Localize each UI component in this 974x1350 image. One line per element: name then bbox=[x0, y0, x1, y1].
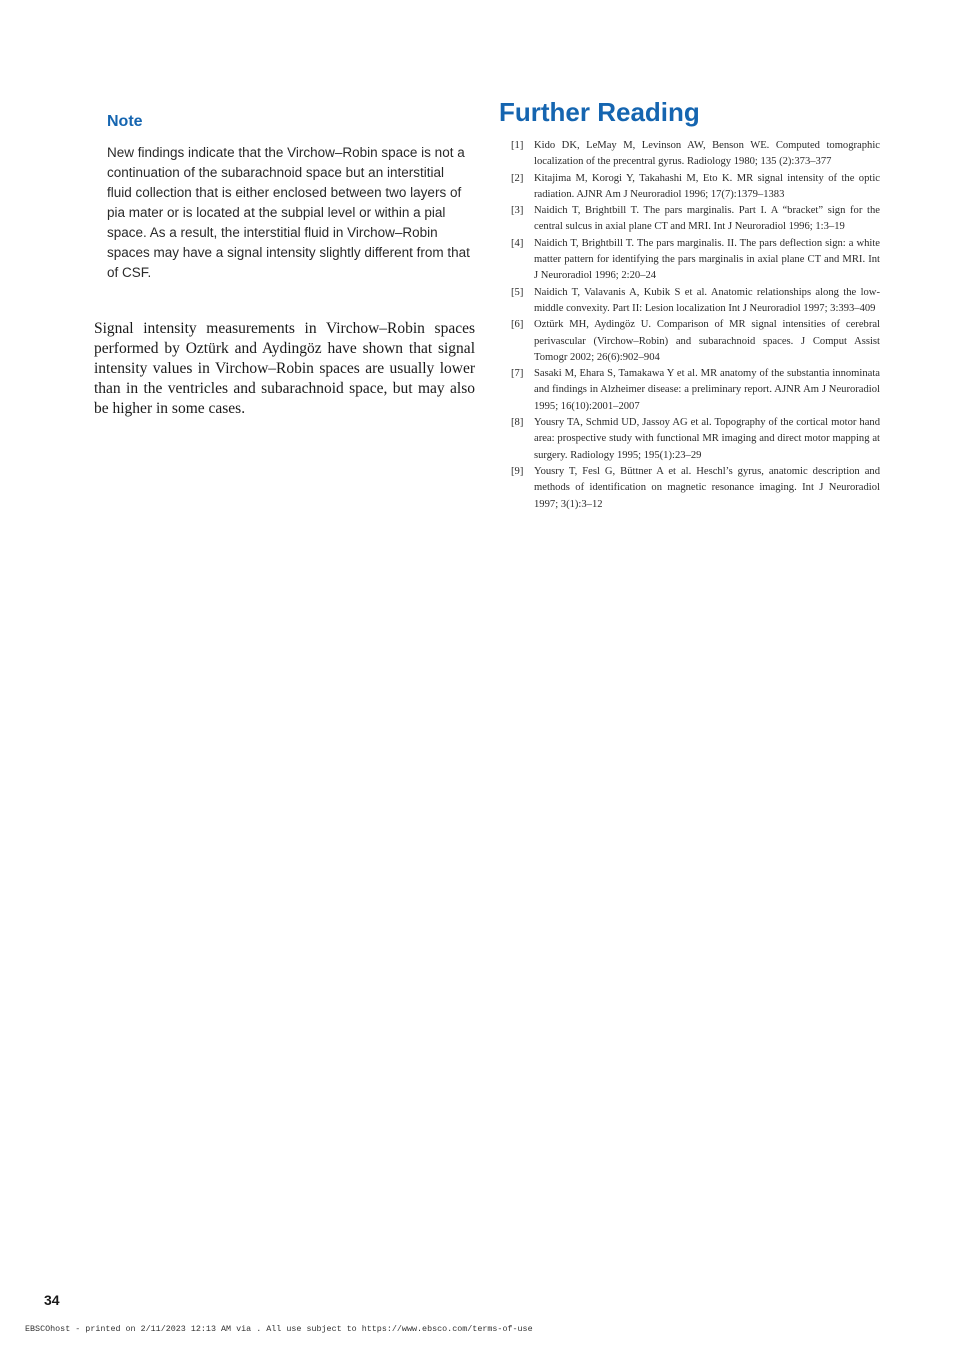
note-box bbox=[107, 112, 472, 283]
reference-text: Naidich T, Brightbill T. The pars marginalis. Part I. A “bracket” sign for the central sulcus in axial plane CT and MRI. Int J Neuroradiol 1996; 1:3–19 bbox=[534, 205, 880, 233]
reference-text: Naidich T, Brightbill T. The pars marginalis. II. The pars deflection sign: a white matter pattern for identifying the pars marginalis in axial plane CT and MRI. Int J Neuroradiol 1996; 2:20–24 bbox=[534, 237, 880, 282]
reference-text: Yousry T, Fesl G, Büttner A et al. Heschl’s gyrus, anatomic description and methods of identification on magnetic resonance imaging. Int J Neuroradiol 1997; 3(1):3–12 bbox=[534, 465, 880, 510]
reference-item bbox=[511, 415, 880, 464]
further-reading-heading: Further Reading bbox=[499, 97, 700, 127]
print-footer: EBSCOhost - printed on 2/11/2023 12:13 AM via . All use subject to https://www.ebsco.com/terms-of-use bbox=[25, 1324, 533, 1334]
reference-number: [9] bbox=[511, 465, 524, 477]
reference-number: [4] bbox=[511, 237, 524, 249]
reference-item bbox=[511, 203, 880, 236]
reference-number: [8] bbox=[511, 417, 524, 429]
reference-number: [6] bbox=[511, 319, 524, 331]
reference-item bbox=[511, 366, 880, 415]
body-paragraph: Signal intensity measurements in Virchow–Robin spaces performed by Oztürk and Aydingöz have shown that signal intensity values in Virchow–Robin spaces are usually lower than in the ventricles and subarachnoid space, but may also be higher in some cases. bbox=[94, 320, 475, 417]
page-number: 34 bbox=[44, 1292, 60, 1308]
reference-item bbox=[511, 317, 880, 366]
reference-number: [2] bbox=[511, 172, 524, 184]
reference-item bbox=[511, 285, 880, 318]
reference-number: [3] bbox=[511, 205, 524, 217]
reference-list bbox=[511, 138, 880, 513]
reference-text: Kitajima M, Korogi Y, Takahashi M, Eto K. MR signal intensity of the optic radiation. AJNR Am J Neuroradiol 1996; 17(7):1379–1383 bbox=[534, 172, 880, 200]
note-text: New findings indicate that the Virchow–Robin space is not a continuation of the subarachnoid space but an interstitial fluid collection that is either enclosed between two layers of pia mater or is located at the subpial level or within a pial space. As a result, the interstitial fluid in Virchow–Robin spaces may have a signal intensity slightly different from that of CSF. bbox=[107, 145, 470, 280]
reference-number: [5] bbox=[511, 286, 524, 298]
reference-text: Oztürk MH, Aydingöz U. Comparison of MR signal intensities of cerebral perivascular (Virchow–Robin) and subarachnoid spaces. J Comput Assist Tomogr 2002; 26(6):902–904 bbox=[534, 319, 880, 363]
reference-text: Sasaki M, Ehara S, Tamakawa Y et al. MR anatomy of the substantia innominata and findings in Alzheimer disease: a preliminary report. AJNR Am J Neuroradiol 1995; 16(10):2001–2007 bbox=[534, 368, 880, 412]
note-title: Note bbox=[107, 113, 143, 130]
reference-item bbox=[511, 464, 880, 513]
reference-text: Kido DK, LeMay M, Levinson AW, Benson WE. Computed tomographic localization of the precentral gyrus. Radiology 1980; 135 (2):373–377 bbox=[534, 140, 880, 168]
reference-number: [7] bbox=[511, 368, 524, 380]
reference-text: Naidich T, Valavanis A, Kubik S et al. Anatomic relationships along the low-middle convexity. Part II: Lesion localization Int J Neuroradiol 1997; 3:393–409 bbox=[534, 286, 880, 314]
reference-item bbox=[511, 171, 880, 204]
reference-item bbox=[511, 236, 880, 285]
reference-number: [1] bbox=[511, 140, 524, 151]
reference-item bbox=[511, 138, 880, 171]
reference-text: Yousry TA, Schmid UD, Jassoy AG et al. Topography of the cortical motor hand area: prospective study with functional MR imaging and direct motor mapping at surgery. Radiology 1995; 195(1):23–29 bbox=[534, 417, 880, 461]
